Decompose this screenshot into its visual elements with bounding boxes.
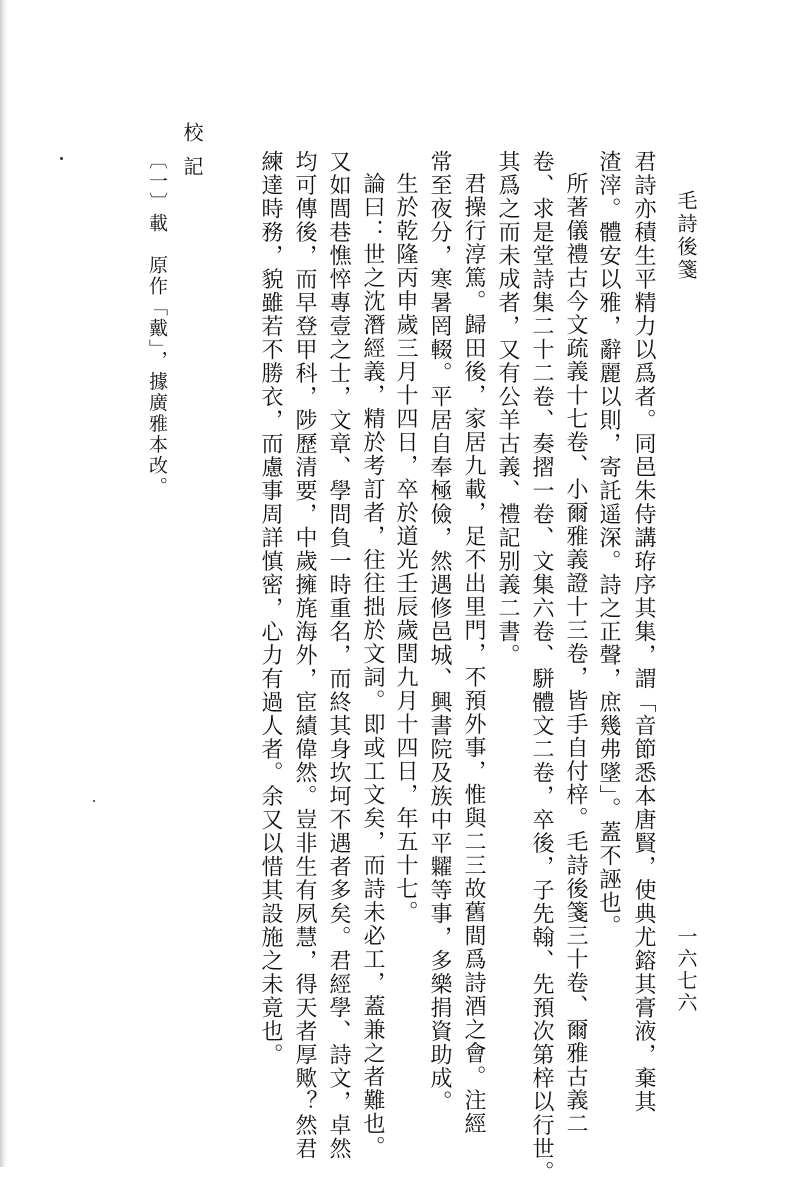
notes-heading: 校記 [180,122,204,190]
body-column: 又如閭巷憔悴專壹之士，文章、學問負一時重名，而終其身坎坷不遇者多矣。君經學、詩文，卓然 [326,150,351,1161]
body-column: 生於乾隆丙申歲三月十四日，卒於道光壬辰歲閏九月十四日，年五十七。 [393,172,418,924]
body-column: 常至夜分，寒暑罔輟。平居自奉極儉，然遇修邑城、興書院及族中平糶等事，多樂捐資助成。 [427,150,452,1114]
body-column: 君詩亦積生平精力以爲者。同邑朱侍講珔序其集，謂「音節悉本唐賢，使典尤鎔其膏液，棄其 [631,150,656,1114]
body-column: 論曰：世之沈潛經義，精於考訂者，往往拙於文詞。即或工文矣，而詩未必工，蓋兼之者難也。 [360,172,385,1159]
running-header: 毛詩後箋 [674,190,698,282]
body-column: 其爲之而未成者，又有公羊古義、禮記别義二書。 [495,150,520,667]
scan-speck [93,800,95,802]
page-edge-shadow [0,0,8,1167]
body-column: 卷、求是堂詩集二十二卷、奏摺一卷、文集六卷、駢體文二卷，卒後，子先翰、先預次第梓以行世。 [529,150,554,1184]
body-column: 君操行淳篤。歸田後，家居九載，足不出里門，不預外事，惟與二三故舊間爲詩酒之會。注經 [461,172,486,1136]
page-number: 一六七六 [674,926,698,1014]
body-column: 均可傳後，而早登甲科，陟歷清要，中歲擁旄海外，宦績偉然。豈非生有夙慧，得天者厚歟？然君 [292,150,317,1161]
body-column: 所著儀禮古今文疏義十七卷、小爾雅義證十三卷，皆手自付梓。毛詩後箋三十卷、爾雅古義二 [563,172,588,1136]
body-column: 渣滓。體安以雅，辭麗以則，寄託遥深。詩之正聲，庶幾弗墜」。蓋不誣也。 [596,150,621,938]
body-column: 練達時務，貌雖若不勝衣，而慮事周詳慎密，心力有過人者。余又以惜其設施之未竟也。 [258,150,283,1067]
note-item: 〔一〕載 原作「戴」，據廣雅本改。 [146,150,168,498]
scan-speck [60,157,63,160]
